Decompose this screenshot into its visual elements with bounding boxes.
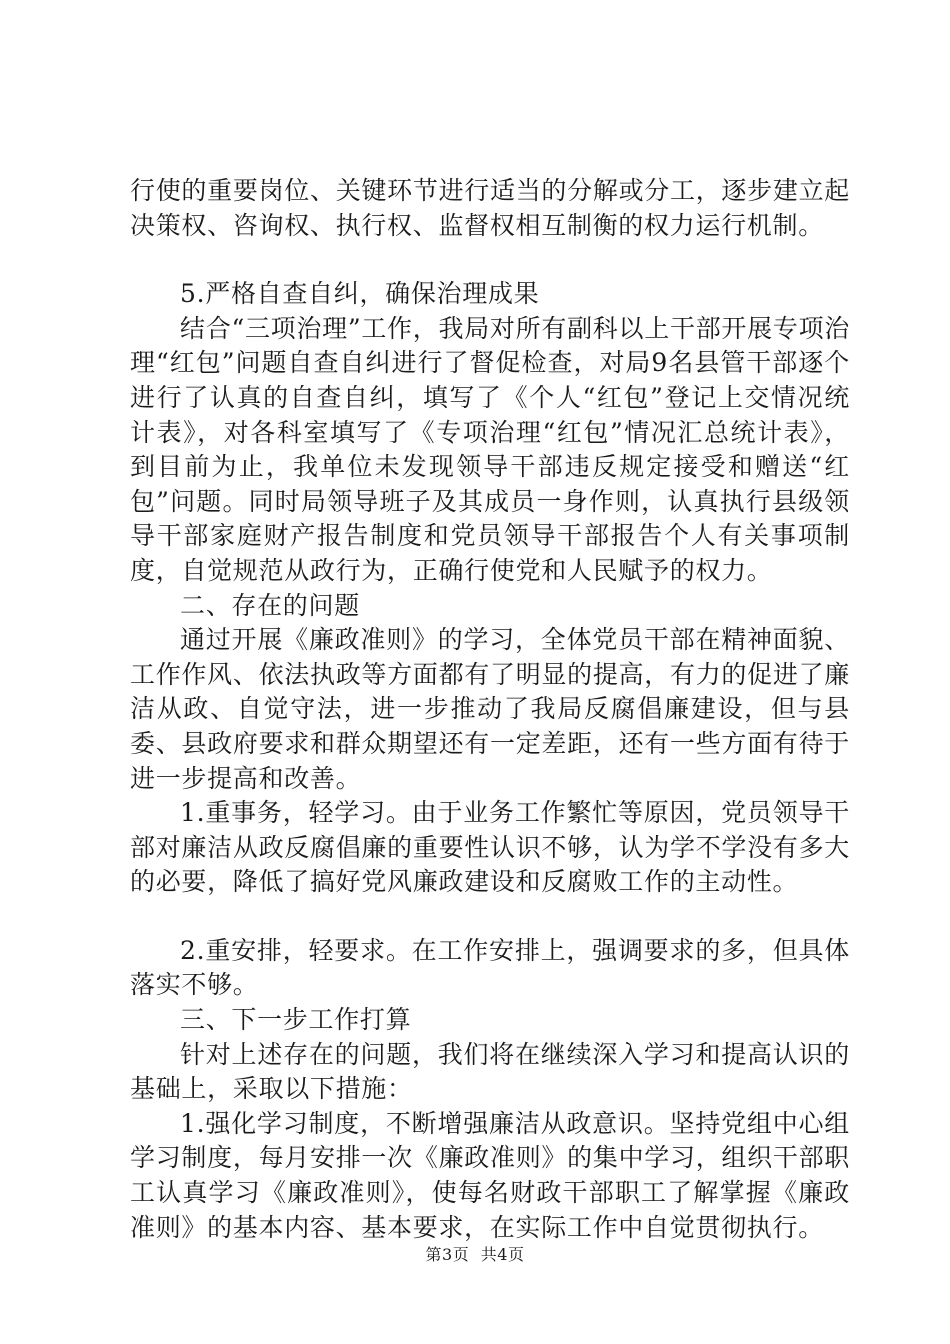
section-heading-problems: 二、存在的问题 [180, 590, 360, 620]
paragraph-self-inspection: 结合“三项治理”工作，我局对所有副科以上干部开展专项治理“红包”问题自查自纠进行了督促检查，对局9名县管干部逐个进行了认真的自查自纠，填写了《个人“红包”登记上交情况统计表》，对各科室填写了《专项治理“红包”情况汇总统计表》，到目前为止，我单位未发现领导干部违反规定接受和赠送“红包”问题。同时局领导班子及其成员一身作则，认真执行县级领导干部家庭财产报告制度和党员领导干部报告个人有关事项制度，自觉规范从政行为，正确行使党和人民赋予的权力。 [130, 313, 850, 585]
paragraph-measure-1: 1.强化学习制度，不断增强廉洁从政意识。坚持党组中心组学习制度，每月安排一次《廉政准则》的集中学习，组织干部职工认真学习《廉政准则》，使每名财政干部职工了解掌握《廉政准则》的基本内容、基本要求，在实际工作中自觉贯彻执行。 [130, 1108, 850, 1242]
page-total: 共4页 [480, 1245, 525, 1264]
section-heading-next-steps: 三、下一步工作打算 [180, 1005, 412, 1035]
paragraph-problems-intro: 通过开展《廉政准则》的学习，全体党员干部在精神面貌、工作作风、依法执政等方面都有了明显的提高，有力的促进了廉洁从政、自觉守法，进一步推动了我局反腐倡廉建设，但与县委、县政府要求和群众期望还有一定差距，还有一些方面有待于进一步提高和改善。 [130, 625, 850, 793]
document-body [130, 174, 850, 1245]
paragraph-gap [130, 243, 850, 277]
page-footer [0, 1244, 950, 1266]
paragraph-problem-1: 1.重事务，轻学习。由于业务工作繁忙等原因，党员领导干部对廉洁从政反腐倡廉的重要性认识不够，认为学不学没有多大的必要，降低了搞好党风廉政建设和反腐败工作的主动性。 [130, 798, 850, 897]
paragraph-gap [130, 900, 850, 934]
paragraph-problem-2: 2.重安排，轻要求。在工作安排上，强调要求的多，但具体落实不够。 [130, 935, 850, 1000]
page-number: 第3页 [425, 1245, 470, 1264]
paragraph-next-steps-intro: 针对上述存在的问题，我们将在继续深入学习和提高认识的基础上，采取以下措施： [130, 1039, 850, 1104]
paragraph-continuation: 行使的重要岗位、关键环节进行适当的分解或分工，逐步建立起决策权、咨询权、执行权、监督权相互制衡的权力运行机制。 [130, 176, 850, 240]
section-heading-5: 5.严格自查自纠，确保治理成果 [180, 279, 540, 309]
